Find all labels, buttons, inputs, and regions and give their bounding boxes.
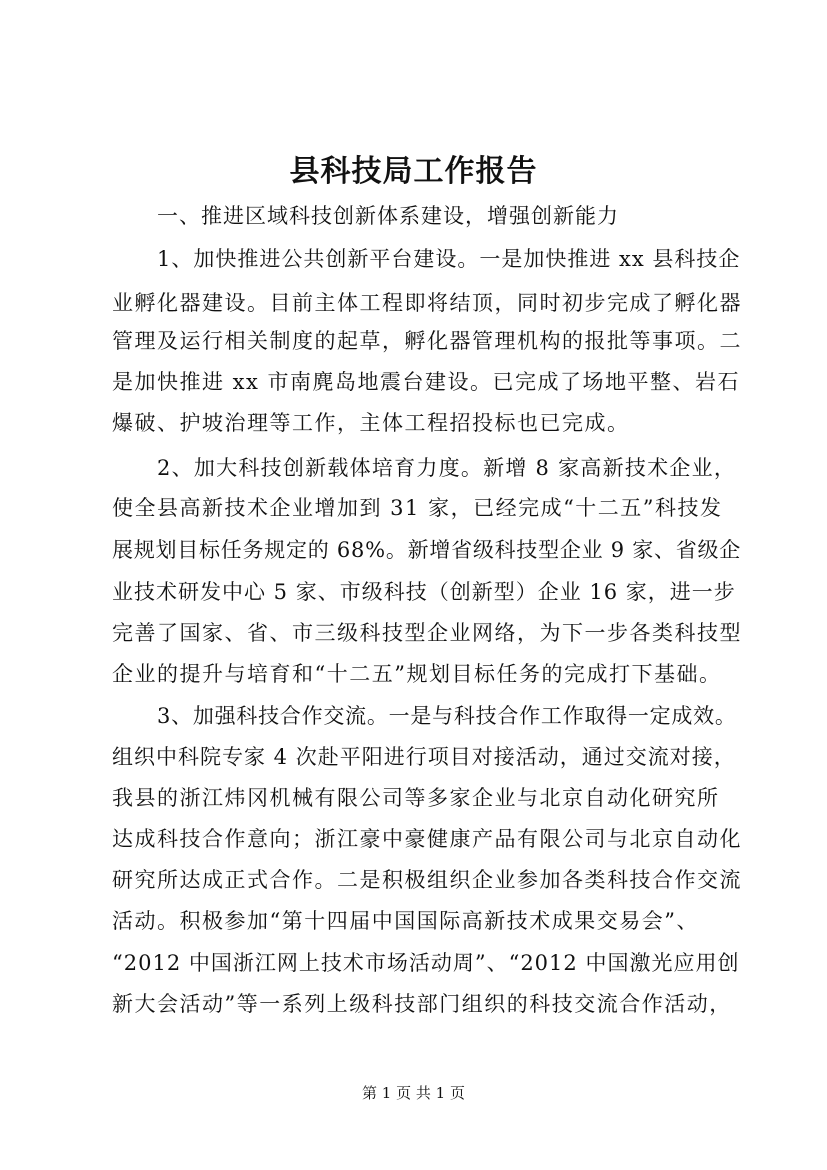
paragraph-line: 1、加快推进公共创新平台建设。一是加快推进 xx 县科技企 (157, 247, 741, 271)
paragraph-line: 3、加强科技合作交流。一是与科技合作工作取得一定成效。 (157, 704, 737, 728)
paragraph-line: 业孵化器建设。目前主体工程即将结顶，同时初步完成了孵化器 (112, 291, 742, 315)
paragraph-line: 活动。积极参加“第十四届中国国际高新技术成果交易会”、 (112, 909, 699, 933)
paragraph-line: 新大会活动”等一系列上级科技部门组织的科技交流合作活动， (112, 992, 732, 1016)
page-footer: 第 1 页 共 1 页 (362, 1084, 465, 1102)
paragraph-line: 业技术研发中心 5 家、市级科技（创新型）企业 16 家，进一步 (112, 580, 736, 604)
paragraph-line: 研究所达成正式合作。二是积极组织企业参加各类科技合作交流 (112, 868, 742, 892)
paragraph-line: 企业的提升与培育和“十二五”规划目标任务的完成打下基础。 (112, 662, 722, 686)
paragraph-line: 我县的浙江炜冈机械有限公司等多家企业与北京自动化研究所 (112, 786, 720, 810)
paragraph-line: 管理及运行相关制度的起草，孵化器管理机构的报批等事项。二 (112, 329, 742, 353)
paragraph-line: 是加快推进 xx 市南麂岛地震台建设。已完成了场地平整、岩石 (112, 370, 741, 394)
paragraph-line: “2012 中国浙江网上技术市场活动周”、“2012 中国激光应用创 (112, 951, 740, 975)
paragraph-line: 爆破、护坡治理等工作，主体工程招投标也已完成。 (112, 411, 630, 435)
paragraph-line: 达成科技合作意向；浙江豪中豪健康产品有限公司与北京自动化 (112, 827, 742, 851)
document-title: 县科技局工作报告 (289, 154, 538, 189)
section-heading: 一、推进区域科技创新体系建设，增强创新能力 (157, 204, 619, 228)
paragraph-line: 使全县高新技术企业增加到 31 家，已经完成“十二五”科技发 (112, 496, 723, 520)
paragraph-line: 组织中科院专家 4 次赴平阳进行项目对接活动，通过交流对接， (112, 745, 736, 769)
paragraph-line: 展规划目标任务规定的 68%。新增省级科技型企业 9 家、省级企 (112, 538, 742, 562)
paragraph-line: 完善了国家、省、市三级科技型企业网络，为下一步各类科技型 (112, 621, 742, 645)
paragraph-line: 2、加大科技创新载体培育力度。新增 8 家高新技术企业， (157, 456, 737, 480)
